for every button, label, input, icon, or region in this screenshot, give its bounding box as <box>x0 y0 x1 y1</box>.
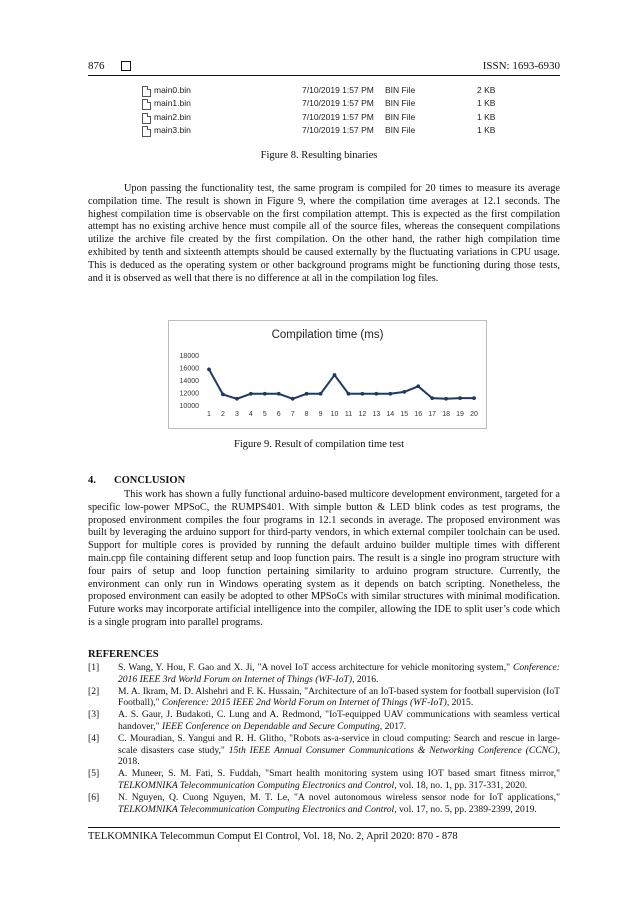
data-point <box>263 392 267 396</box>
file-size: 2 KB <box>477 85 496 95</box>
file-size: 1 KB <box>477 111 496 122</box>
file-size: 1 KB <box>477 98 496 109</box>
footer-rule <box>88 827 560 828</box>
data-point <box>416 384 420 388</box>
data-point <box>249 392 253 396</box>
file-type: BIN File <box>385 98 416 109</box>
file-row <box>142 98 514 111</box>
reference-item <box>88 733 560 768</box>
checkbox-square-icon <box>121 61 131 71</box>
reference-tail: , 2018. <box>118 744 561 768</box>
data-point <box>388 392 392 396</box>
reference-venue: TELKOMNIKA Telecommunication Computing Electronics and Control <box>118 779 395 791</box>
data-point <box>361 392 365 396</box>
reference-venue: TELKOMNIKA Telecommunication Computing Electronics and Control <box>118 803 395 815</box>
file-row <box>142 85 514 98</box>
y-tick-label: 16000 <box>179 365 199 373</box>
data-point <box>277 392 281 396</box>
references-heading: REFERENCES <box>88 649 159 660</box>
file-row <box>142 112 514 125</box>
file-name: main2.bin <box>154 111 191 122</box>
reference-number: [5] <box>88 768 100 780</box>
x-tick-label: 9 <box>318 411 323 418</box>
reference-text: S. Wang, Y. Hou, F. Gao and X. Ji, "A novel IoT access architecture for vehicle monitoring system," <box>118 662 513 673</box>
data-point <box>472 396 476 400</box>
file-icon <box>142 99 151 110</box>
issn-label: ISSN: 1693-6930 <box>482 60 560 72</box>
compilation-time-chart <box>168 320 487 429</box>
reference-venue: Conference: 2016 IEEE 3rd World Forum on Internet of Things (WF-IoT) <box>118 662 560 685</box>
x-tick-label: 10 <box>330 411 339 418</box>
reference-text: C. Mouradian, S. Yangui and R. H. Glitho, "Robots as-a-service in cloud computing: Search and rescue in large-scale disasters case study," <box>118 733 560 756</box>
x-tick-label: 13 <box>372 411 381 418</box>
reference-number: [2] <box>88 685 100 697</box>
file-icon <box>142 113 151 124</box>
reference-item <box>88 686 560 709</box>
header-rule <box>88 75 560 76</box>
x-tick-label: 1 <box>207 411 211 418</box>
figure-8-caption: Figure 8. Resulting binaries <box>260 150 378 161</box>
references-list <box>88 662 560 816</box>
reference-number: [4] <box>88 733 100 745</box>
x-tick-label: 3 <box>234 411 239 418</box>
file-type: BIN File <box>385 124 416 135</box>
reference-number: [6] <box>88 792 100 804</box>
reference-item <box>88 768 560 791</box>
data-point <box>305 392 309 396</box>
series-line <box>209 369 474 398</box>
x-tick-label: 5 <box>262 411 267 418</box>
x-tick-label: 20 <box>470 411 478 418</box>
x-tick-label: 8 <box>304 411 309 418</box>
data-point <box>333 373 337 377</box>
reference-item <box>88 662 560 685</box>
x-tick-label: 11 <box>344 411 353 418</box>
reference-tail: , vol. 17, no. 5, pp. 2389-2399, 2019. <box>394 803 537 815</box>
reference-text: A. S. Gaur, J. Budakoti, C. Lung and A. Redmond, "IoT-equipped UAV communications with seamless vertical handover," <box>118 709 560 732</box>
file-type: BIN File <box>385 111 416 122</box>
file-icon <box>142 126 151 137</box>
data-point <box>221 392 225 396</box>
section-title: CONCLUSION <box>114 475 186 486</box>
data-point <box>430 396 434 400</box>
x-tick-label: 14 <box>386 411 395 418</box>
y-tick-label: 12000 <box>179 390 199 398</box>
body-paragraph-1: Upon passing the functionality test, the same program is compiled for 20 times to measure its average compilation time. The result is shown in Figure 9, where the compilation time averages at 12.1 seconds. The highest compilation time is observable on the first compilation attempt. This is expected as the first compilation attempt has no existing archive hence must compile all of the source files, whereas the consequent compilations utilize the archive file created by the first compilation. On the other hand, the rather high compilation time exhibited by tenth and sixteenth attempts should be caused externally by the fluctuating variations in CPU usage. This is deduced as the operating system or other background programs might be functioning during those tests, and it is observed as well that there is no difference at all in the compilation log files. <box>88 183 560 284</box>
reference-text: A. Muneer, S. M. Fati, S. Fuddah, "Smart health monitoring system using IOT based smart fitness mirror," <box>118 768 560 780</box>
reference-number: [3] <box>88 709 100 721</box>
x-tick-label: 19 <box>456 411 464 418</box>
x-tick-label: 12 <box>358 411 367 418</box>
data-point <box>235 397 239 401</box>
x-tick-label: 7 <box>290 411 295 418</box>
y-tick-label: 14000 <box>179 378 199 385</box>
file-listing <box>142 85 514 138</box>
file-name: main0.bin <box>154 85 191 95</box>
section-heading <box>88 475 185 486</box>
file-date: 7/10/2019 1:57 PM <box>302 111 374 122</box>
conclusion-paragraph: This work has shown a fully functional arduino-based multicore development environment, targeted for a specific low-power MPSoC, the RUMPS401. With simple button & LED blink codes as test programs, the proposed environment compiles the four programs in 12.1 seconds in average. The proposed environment was built by leveraging the arduino support for third-party vendors, in which external compiler toolchain can be used. Support for multiple cores is provided by running the default arduino builder multiple times with different main.cpp file containing different setup and loop function pairs. The result is a single ino program structure with four pairs of setup and loop function pertaining similarity to arduino program structure. Currently, the environment can only run in Windows operating system as it depends on batch scripting. Nonetheless, the proposed environment can easily be adopted to other MPSoCs with similar structures with minimal modification. Future works may incorporate artificial intelligence into the compiler, allowing the IDE to split user’s code which is a single program into parallel programs. <box>88 489 560 628</box>
y-tick-label: 10000 <box>179 403 199 410</box>
page-number: 876 <box>88 60 105 72</box>
data-point <box>444 397 448 401</box>
reference-venue: 15th IEEE Annual Consumer Communications & Networking Conference (CCNC) <box>228 744 558 756</box>
x-tick-label: 18 <box>442 411 451 418</box>
file-size: 1 KB <box>477 124 496 135</box>
reference-text: M. A. Ikram, M. D. Alshehri and F. K. Hussain, "Architecture of an IoT-based system for football supervision (IoT Football)," <box>118 685 560 709</box>
file-icon <box>142 86 151 97</box>
file-name: main1.bin <box>154 98 191 109</box>
data-point <box>319 392 323 396</box>
reference-tail: , 2016. <box>352 673 379 685</box>
data-point <box>291 397 295 401</box>
file-name: main3.bin <box>154 124 191 135</box>
file-date: 7/10/2019 1:57 PM <box>302 124 374 135</box>
x-tick-label: 16 <box>414 411 423 418</box>
data-point <box>207 367 211 371</box>
x-tick-label: 6 <box>276 411 281 418</box>
file-date: 7/10/2019 1:57 PM <box>302 85 374 95</box>
file-date: 7/10/2019 1:57 PM <box>302 98 374 109</box>
x-tick-label: 17 <box>428 411 437 418</box>
reference-item <box>88 709 560 732</box>
x-tick-label: 15 <box>400 411 409 418</box>
reference-text: N. Nguyen, Q. Cuong Nguyen, M. T. Le, "A novel autonomous wireless sensor node for IoT applications," <box>118 792 560 804</box>
reference-venue: IEEE Conference on Dependable and Secure Computing <box>162 720 380 732</box>
data-point <box>347 392 351 396</box>
page-footer: TELKOMNIKA Telecommun Comput El Control, Vol. 18, No. 2, April 2020: 870 - 878 <box>88 831 458 842</box>
data-point <box>458 396 462 400</box>
chart-canvas <box>169 321 486 428</box>
file-row <box>142 125 514 138</box>
y-tick-label: 18000 <box>179 353 199 360</box>
page-header <box>88 60 560 74</box>
reference-number: [1] <box>88 662 100 673</box>
x-tick-label: 4 <box>248 411 253 418</box>
data-point <box>374 392 378 396</box>
reference-tail: , 2017. <box>379 720 407 732</box>
reference-tail: , 2015. <box>446 697 474 709</box>
reference-tail: , vol. 18, no. 1, pp. 317-331, 2020. <box>394 779 528 791</box>
data-point <box>402 390 406 394</box>
section-number: 4. <box>88 475 96 486</box>
chart-title: Compilation time (ms) <box>271 329 384 341</box>
file-type: BIN File <box>385 85 416 95</box>
reference-venue: Conference: 2015 IEEE 2nd World Forum on Internet of Things (WF-IoT) <box>161 697 447 709</box>
figure-9-caption: Figure 9. Result of compilation time test <box>233 439 405 450</box>
x-tick-label: 2 <box>220 411 225 418</box>
reference-item <box>88 792 560 815</box>
